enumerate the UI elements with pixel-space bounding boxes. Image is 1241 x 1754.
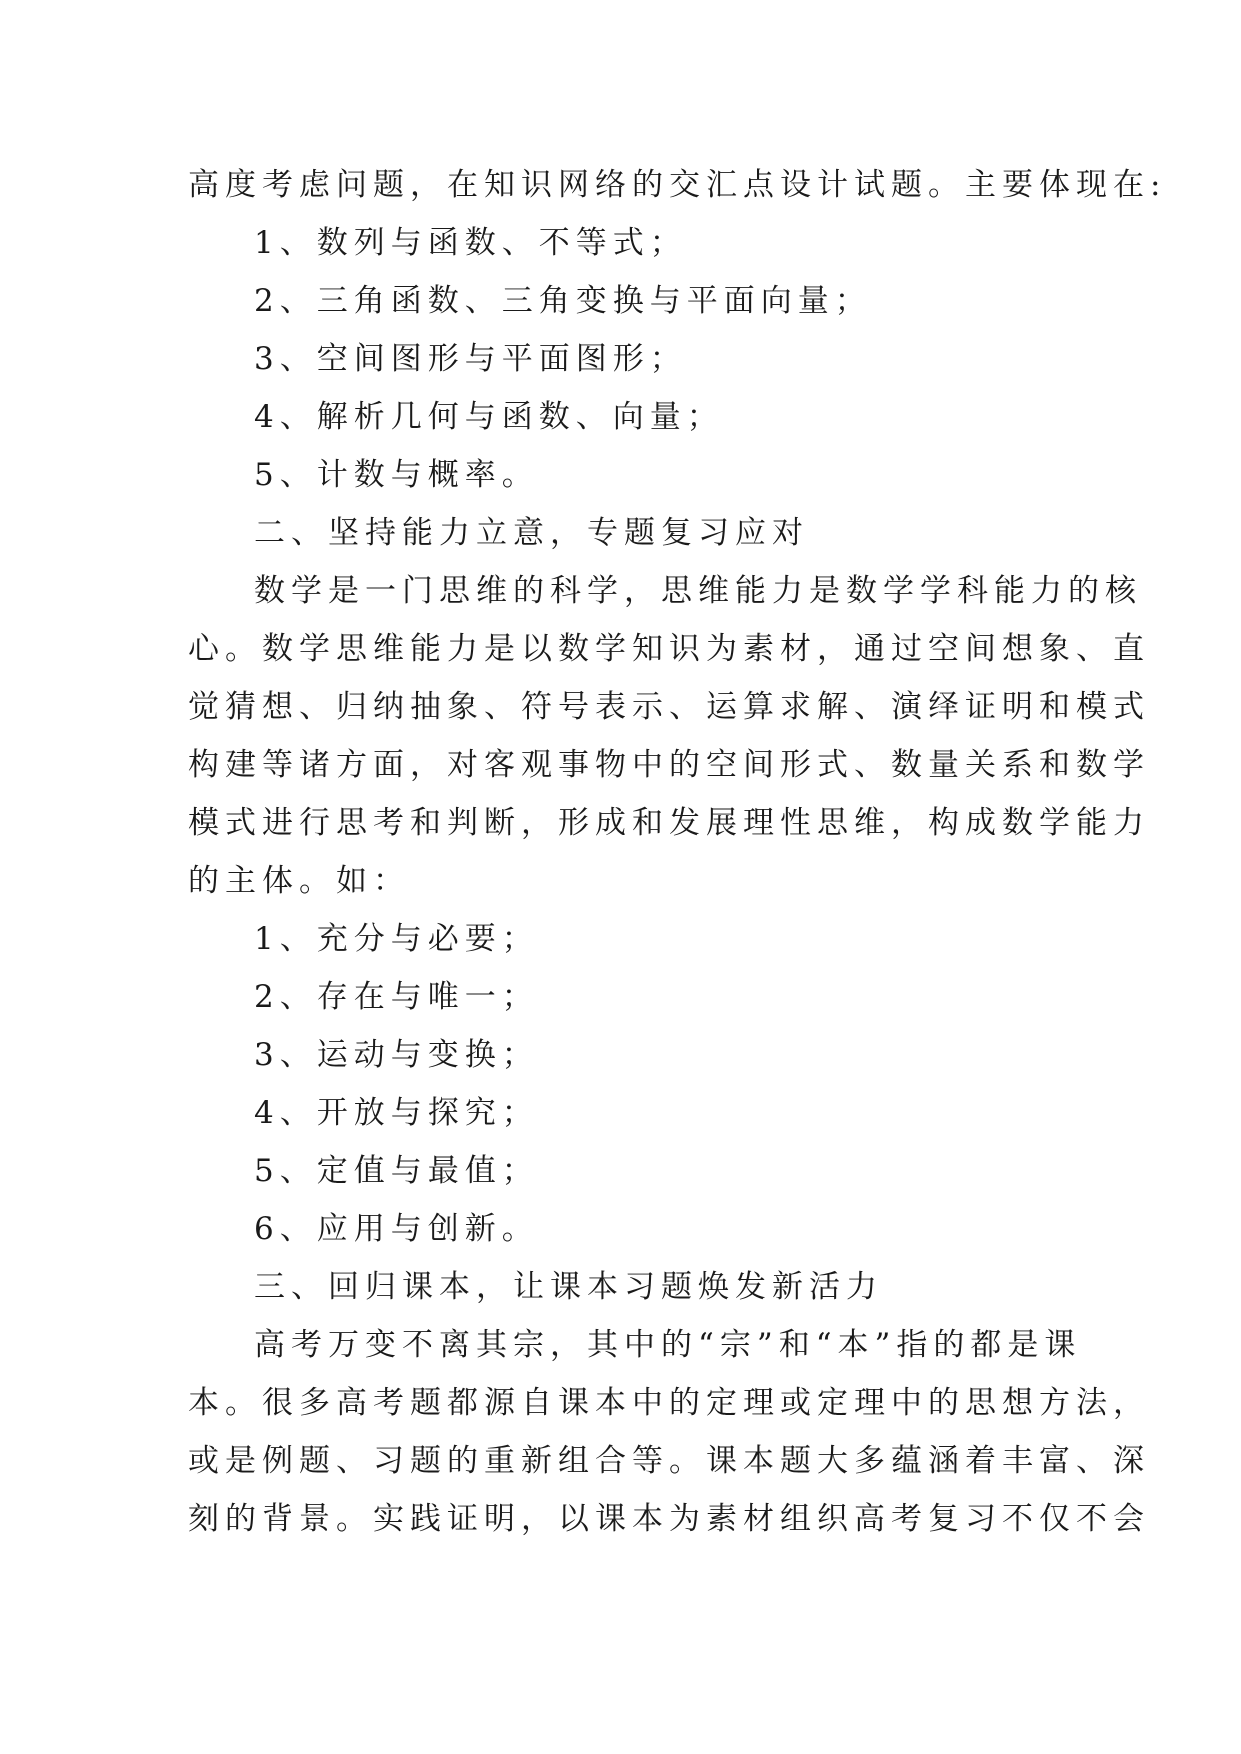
- text-line: 心。数学思维能力是以数学知识为素材，通过空间想象、直: [188, 631, 1150, 667]
- text-line: 2、存在与唯一；: [254, 979, 539, 1015]
- text-line: 3、运动与变换；: [254, 1037, 539, 1073]
- text-line: 的主体。如：: [188, 863, 410, 899]
- text-line: 高度考虑问题，在知识网络的交汇点设计试题。主要体现在:: [188, 167, 1167, 203]
- text-line: 构建等诸方面，对客观事物中的空间形式、数量关系和数学: [188, 747, 1150, 783]
- text-line: 三、回归课本，让课本习题焕发新活力: [254, 1269, 883, 1305]
- text-line: 4、开放与探究；: [254, 1095, 539, 1131]
- text-line: 1、充分与必要；: [254, 921, 539, 957]
- text-line: 本。很多高考题都源自课本中的定理或定理中的思想方法，: [188, 1385, 1150, 1421]
- text-line: 觉猜想、归纳抽象、符号表示、运算求解、演绎证明和模式: [188, 689, 1150, 725]
- text-line: 5、计数与概率。: [254, 457, 539, 493]
- text-line: 或是例题、习题的重新组合等。课本题大多蕴涵着丰富、深: [188, 1443, 1150, 1479]
- text-line: 模式进行思考和判断，形成和发展理性思维，构成数学能力: [188, 805, 1150, 841]
- text-line: 二、坚持能力立意，专题复习应对: [254, 515, 809, 551]
- document-body: [188, 156, 1167, 1548]
- text-line: 刻的背景。实践证明，以课本为素材组织高考复习不仅不会: [188, 1501, 1150, 1537]
- text-line: 1、数列与函数、不等式；: [254, 225, 687, 261]
- text-line: 4、解析几何与函数、向量；: [254, 399, 724, 435]
- text-line: 6、应用与创新。: [254, 1211, 539, 1247]
- text-line: 数学是一门思维的科学，思维能力是数学学科能力的核: [254, 573, 1142, 609]
- text-line: 2、三角函数、三角变换与平面向量；: [254, 283, 872, 319]
- text-line: 3、空间图形与平面图形；: [254, 341, 687, 377]
- text-line: 高考万变不离其宗，其中的“宗”和“本”指的都是课: [254, 1327, 1082, 1363]
- text-line: 5、定值与最值；: [254, 1153, 539, 1189]
